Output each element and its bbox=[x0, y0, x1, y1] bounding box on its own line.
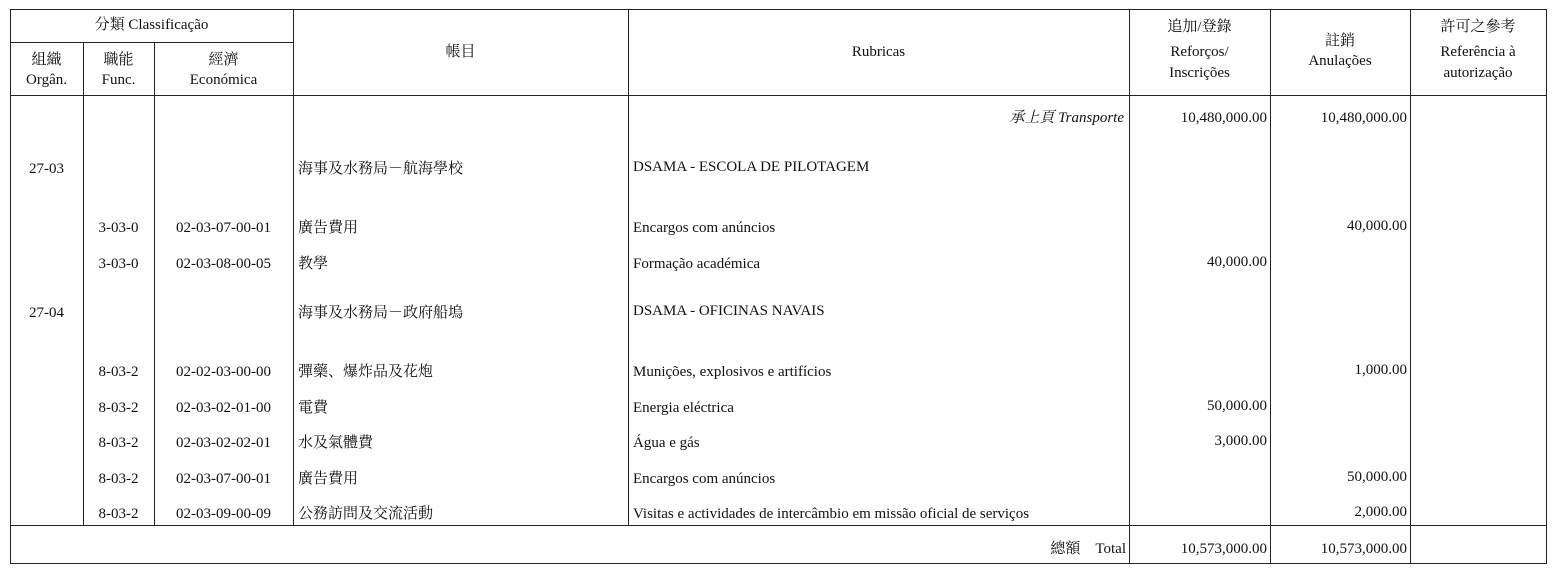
row-econ: 02-02-03-00-00 bbox=[176, 364, 271, 380]
total-label: 總額 Total bbox=[1050, 541, 1126, 557]
rule-col-pt bbox=[1129, 9, 1130, 564]
row-reforcos: 40,000.00 bbox=[1207, 254, 1267, 270]
rule-col-organ bbox=[83, 42, 84, 526]
row-func: 3-03-0 bbox=[98, 256, 139, 272]
row-econ: 02-03-09-00-09 bbox=[176, 506, 271, 522]
total-reforcos: 10,573,000.00 bbox=[1180, 541, 1267, 557]
rule-body-bottom bbox=[10, 525, 1546, 526]
row-econ: 02-03-08-00-05 bbox=[176, 256, 271, 272]
row-pt: Encargos com anúncios bbox=[633, 220, 776, 236]
transport-reforcos: 10,480,000.00 bbox=[1180, 110, 1267, 126]
header-reforcos-pt1: Reforços/ bbox=[1170, 44, 1229, 60]
row-reforcos: 50,000.00 bbox=[1207, 398, 1267, 414]
row-pt: Munições, explosivos e artifícios bbox=[633, 364, 832, 380]
header-func-pt: Func. bbox=[101, 72, 136, 88]
rule-col-func bbox=[154, 42, 155, 526]
rule-classification bbox=[10, 42, 293, 43]
header-ref-pt1: Referência à bbox=[1440, 44, 1516, 60]
row-econ: 02-03-02-02-01 bbox=[176, 435, 271, 451]
row-pt: DSAMA - ESCOLA DE PILOTAGEM bbox=[633, 159, 870, 175]
header-ref-zh: 許可之參考 bbox=[1440, 19, 1516, 35]
row-zh: 廣告費用 bbox=[298, 220, 359, 236]
header-anulacoes-zh: 註銷 bbox=[1324, 33, 1355, 49]
row-anulacoes: 2,000.00 bbox=[1354, 504, 1407, 520]
row-zh: 廣告費用 bbox=[298, 471, 359, 487]
transport-label: 承上頁 Transporte bbox=[1009, 110, 1124, 126]
row-zh: 電費 bbox=[298, 400, 329, 416]
rule-bottom bbox=[10, 563, 1546, 564]
row-zh: 海事及水務局－政府船塢 bbox=[298, 305, 464, 321]
header-econ-pt: Económica bbox=[189, 72, 258, 88]
row-anulacoes: 1,000.00 bbox=[1354, 362, 1407, 378]
transport-anulacoes: 10,480,000.00 bbox=[1320, 110, 1407, 126]
row-econ: 02-03-07-00-01 bbox=[176, 220, 271, 236]
header-classificacao: 分類 Classificação bbox=[94, 17, 209, 33]
row-func: 3-03-0 bbox=[98, 220, 139, 236]
row-func: 8-03-2 bbox=[98, 400, 139, 416]
header-organ-zh: 組織 bbox=[31, 52, 62, 68]
row-econ: 02-03-07-00-01 bbox=[176, 471, 271, 487]
rule-header-bottom bbox=[10, 95, 1546, 96]
row-reforcos: 3,000.00 bbox=[1214, 433, 1267, 449]
row-func: 8-03-2 bbox=[98, 364, 139, 380]
rule-col-anulacoes bbox=[1410, 9, 1411, 564]
row-zh: 彈藥、爆炸品及花炮 bbox=[298, 364, 434, 380]
row-zh: 公務訪問及交流活動 bbox=[298, 506, 434, 522]
rule-col-econ bbox=[293, 9, 294, 526]
header-ref-pt2: autorização bbox=[1443, 65, 1513, 81]
row-pt: Visitas e actividades de intercâmbio em missão oficial de serviços bbox=[633, 506, 1030, 522]
row-pt: Água e gás bbox=[633, 435, 700, 451]
header-rubricas-zh: 帳目 bbox=[445, 44, 476, 60]
row-anulacoes: 50,000.00 bbox=[1347, 469, 1407, 485]
total-anulacoes: 10,573,000.00 bbox=[1320, 541, 1407, 557]
row-pt: Energia eléctrica bbox=[633, 400, 734, 416]
rule-col-zh bbox=[628, 9, 629, 526]
row-pt: Formação académica bbox=[633, 256, 761, 272]
row-zh: 教學 bbox=[298, 256, 329, 272]
header-reforcos-pt2: Inscrições bbox=[1169, 65, 1230, 81]
row-func: 8-03-2 bbox=[98, 471, 139, 487]
header-func-zh: 職能 bbox=[103, 52, 134, 68]
rule-left bbox=[10, 9, 11, 564]
row-func: 8-03-2 bbox=[98, 435, 139, 451]
header-rubricas-pt: Rubricas bbox=[851, 44, 906, 60]
row-econ: 02-03-02-01-00 bbox=[176, 400, 271, 416]
header-anulacoes-pt: Anulações bbox=[1308, 53, 1372, 69]
row-func: 8-03-2 bbox=[98, 506, 139, 522]
row-org: 27-04 bbox=[29, 305, 64, 321]
rule-right bbox=[1546, 9, 1547, 564]
header-reforcos-zh: 追加/登錄 bbox=[1167, 19, 1232, 35]
row-zh: 水及氣體費 bbox=[298, 435, 374, 451]
row-pt: DSAMA - OFICINAS NAVAIS bbox=[633, 303, 825, 319]
row-zh: 海事及水務局－航海學校 bbox=[298, 161, 464, 177]
row-org: 27-03 bbox=[29, 161, 64, 177]
header-econ-zh: 經濟 bbox=[208, 52, 239, 68]
row-anulacoes: 40,000.00 bbox=[1347, 218, 1407, 234]
header-organ-pt: Orgân. bbox=[26, 72, 67, 88]
row-pt: Encargos com anúncios bbox=[633, 471, 776, 487]
rule-top bbox=[10, 9, 1546, 10]
